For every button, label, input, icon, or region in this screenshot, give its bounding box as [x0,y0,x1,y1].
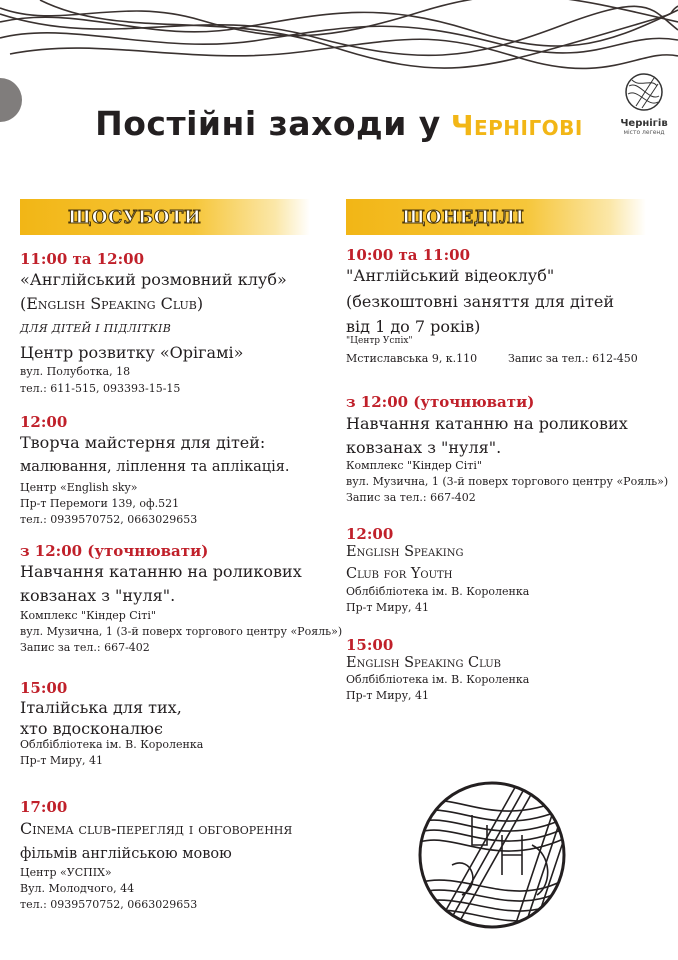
event-title-cont: ковзанах з "нуля". [346,438,502,457]
event-phone: Запис за тел.: 667-402 [346,491,476,504]
event-description: (безкоштовні заняття для дітей [346,292,614,311]
sunday-banner [346,199,646,235]
event-phone: тел.: 611-515, 093393-15-15 [20,382,181,395]
event-title: Навчання катанню на роликових [20,562,302,581]
event-time: з 12:00 (уточнювати) [346,393,535,411]
event-address: Пр-т Перемоги 139, оф.521 [20,497,180,510]
event-title: "Англійський відеоклуб" [346,266,555,285]
event-time: 11:00 та 12:00 [20,250,145,268]
event-phone: Запис за тел.: 667-402 [20,641,150,654]
event-address: вул. Музична, 1 (3-й поверх торгового центру «Рояль») [20,625,343,638]
event-subtitle: (English Speaking Club) [20,294,204,313]
event-title: English Speaking Club [346,655,502,671]
event-description: малювання, ліплення та аплікація. [20,459,290,475]
event-venue: Центр «УСПІХ» [20,866,112,879]
event-venue: Облбібліотека ім. В. Короленка [346,673,530,686]
title-text: Постійні заходи у [95,104,441,143]
event-description: фільмів англійською мовою [20,846,232,862]
top-decoration [0,0,678,70]
event-venue: Облбібліотека ім. В. Короленка [20,738,204,751]
event-venue: Комплекс "Кіндер Сіті" [20,609,156,622]
city-logo [618,72,670,136]
event-title-cont: Club for Youth [346,566,453,582]
event-audience: ДЛЯ ДІТЕЙ І ПІДЛІТКІВ [20,322,172,335]
event-venue: Облбібліотека ім. В. Короленка [346,585,530,598]
event-phone: Запис за тел.: 612-450 [508,352,638,365]
event-venue: Центр розвитку «Орігамі» [20,343,244,362]
yarn-logo-icon [624,72,664,112]
event-title: Творча майстерня для дітей: [20,433,266,452]
sunday-label: ЩОНЕДІЛІ [402,206,525,228]
event-address: Мстиславська 9, к.110 [346,352,478,365]
event-venue: "Центр Успіх" [346,336,413,346]
event-phone: тел.: 0939570752, 0663029653 [20,513,198,526]
event-title: English Speaking [346,544,464,560]
event-address: Вул. Молодчого, 44 [20,882,135,895]
event-address: Пр-т Миру, 41 [346,601,430,614]
event-time: 12:00 [346,525,394,543]
event-time: з 12:00 (уточнювати) [20,542,209,560]
event-title: Італійська для тих, [20,698,182,717]
title-city: Чернігові [450,109,583,142]
saturday-banner [20,199,310,235]
event-address: вул. Полуботка, 18 [20,365,131,378]
logo-tagline: місто легенд [623,129,665,136]
event-time: 15:00 [346,636,394,654]
event-time: 12:00 [20,413,68,431]
event-time: 15:00 [20,679,68,697]
event-title-cont: ковзанах з "нуля". [20,586,176,605]
event-title: Навчання катанню на роликових [346,414,628,433]
event-address: Пр-т Миру, 41 [20,754,104,767]
event-address: Пр-т Миру, 41 [346,689,430,702]
event-address: вул. Музична, 1 (3-й поверх торгового центру «Рояль») [346,475,669,488]
event-venue: Центр «English sky» [20,481,138,494]
event-description-cont: від 1 до 7 років) [346,317,481,336]
saturday-label: ЩОСУБОТИ [68,206,202,228]
event-title: Cinema club-перегляд і обговорення [20,819,293,838]
yarn-ball-icon [412,775,572,935]
page-title [0,104,678,143]
event-time: 10:00 та 11:00 [346,246,471,264]
event-title-cont: хто вдосконалює [20,719,163,738]
event-title: «Англійський розмовний клуб» [20,270,287,289]
event-venue: Комплекс "Кіндер Сіті" [346,459,482,472]
logo-name: Чернігів [620,118,668,129]
event-time: 17:00 [20,798,68,816]
event-phone: тел.: 0939570752, 0663029653 [20,898,198,911]
